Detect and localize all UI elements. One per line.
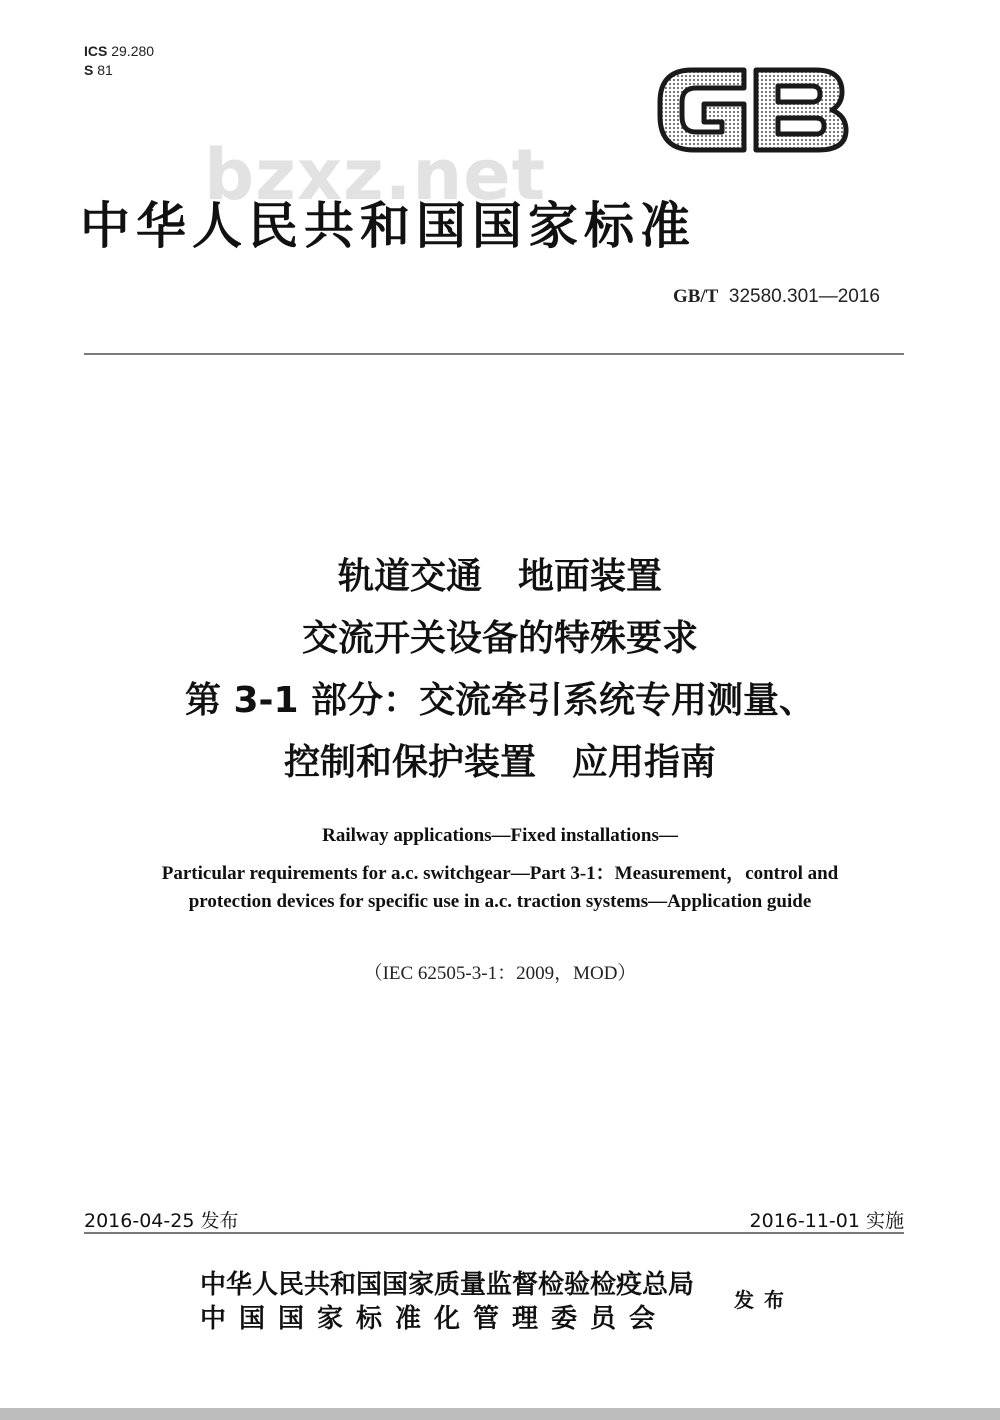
title-zh-line-4: 控制和保护装置 应用指南 bbox=[283, 742, 716, 783]
title-en-line-2: Particular requirements for a.c. switchgear—Part 3-1：Measurement，control and bbox=[161, 863, 839, 884]
issuer-sac: 中国国家标准化管理委员会 bbox=[200, 1304, 669, 1334]
standard-code: 32580.301—2016 bbox=[728, 286, 880, 307]
watermark: bzxz.net bbox=[204, 134, 547, 216]
title-zh-line-2: 交流开关设备的特殊要求 bbox=[301, 618, 698, 659]
publish-label: 发布 bbox=[734, 1288, 794, 1312]
implementation-date: 2016-11-01 实施 bbox=[749, 1210, 904, 1232]
title-zh-line-3: 第 3-1 部分：交流牵引系统专用测量、 bbox=[184, 680, 816, 721]
national-standard-title: 中华人民共和国国家标准 bbox=[80, 196, 696, 255]
title-en-line-1: Railway applications—Fixed installations— bbox=[322, 825, 678, 846]
standard-number bbox=[673, 286, 880, 308]
title-en-line-3: protection devices for specific use in a.c. traction systems—Application guide bbox=[188, 891, 812, 912]
page-bottom-bar bbox=[0, 1408, 1000, 1420]
issuer-aqsiq: 中华人民共和国国家质量监督检验检疫总局 bbox=[200, 1270, 695, 1300]
ics-line: ICS 29.280 bbox=[84, 43, 155, 59]
header-divider bbox=[84, 353, 904, 355]
iec-equivalence: （IEC 62505-3-1：2009，MOD） bbox=[363, 963, 637, 984]
gb-logo bbox=[652, 58, 852, 158]
class-line: S 81 bbox=[84, 62, 113, 78]
standard-prefix: GB/T bbox=[672, 286, 719, 307]
title-zh-line-1: 轨道交通 地面装置 bbox=[337, 556, 662, 597]
ics-classification bbox=[84, 42, 154, 80]
footer-divider bbox=[84, 1232, 904, 1234]
issue-date: 2016-04-25 发布 bbox=[84, 1210, 239, 1232]
